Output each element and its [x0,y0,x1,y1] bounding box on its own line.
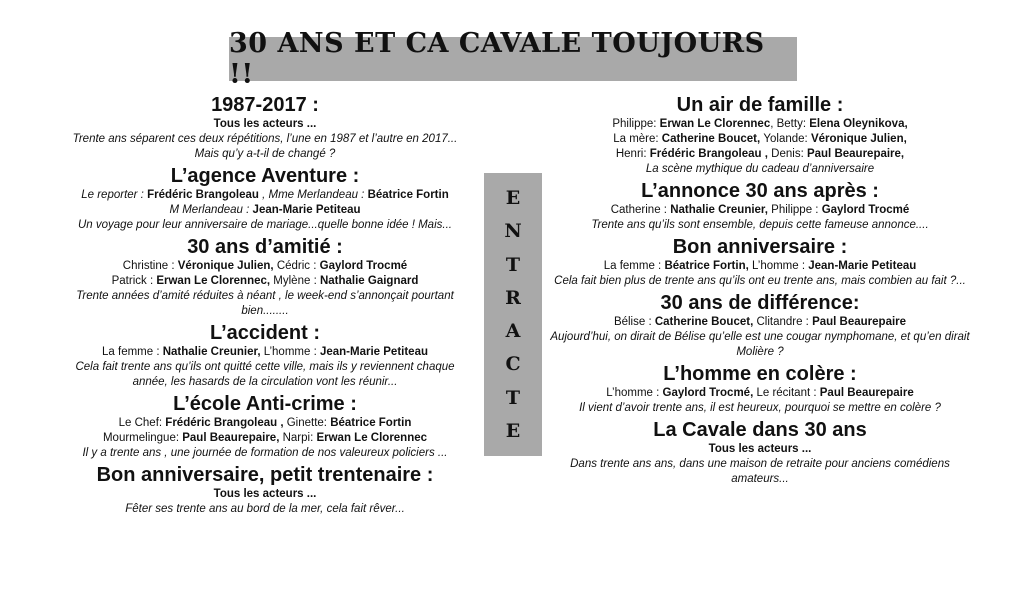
role-label: Clitandre : [756,316,813,328]
sketch-right-2 [540,235,980,291]
cast-line [60,487,470,502]
role-label: , Mme Merlandeau : [258,189,368,201]
program-title: 30 ANS ET CA CAVALE TOUJOURS !! [229,37,797,81]
cast-line [60,416,470,431]
role-label: L’homme : [263,346,320,358]
cast-line [540,315,980,330]
cast-line [540,117,980,132]
role-label: Henri: [615,148,650,160]
actor-name: Jean-Marie Petiteau [252,204,361,216]
actor-name: Frédéric Brangoleau , [165,417,284,429]
sketch-title: L’école Anti-crime : [173,393,357,415]
actor-name: Paul Beaurepaire [819,387,914,399]
actor-name: Gaylord Trocmé [319,260,408,272]
cast-line [540,259,980,274]
actor-name: Erwan Le Clorennec [316,432,428,444]
cast-line [540,203,980,218]
cast-line [60,259,470,274]
role-label: , Betty: [770,118,810,130]
actor-name: Nathalie Creunier, [162,346,264,358]
sketch-description: Trente ans qu’ils sont ensemble, depuis cette fameuse annonce.... [591,219,929,231]
right-column [540,93,980,489]
role-label: Le récitant : [756,387,820,399]
sketch-description: Trente ans séparent ces deux répétitions, l’une en 1987 et l’autre en 2017... Mais qu’y a-t-il de changé ? [72,133,458,160]
actor-name: Paul Beaurepaire, [182,432,280,444]
sketch-title: Un air de famille : [676,94,844,116]
actor-name: Béatrice Fortin [330,417,412,429]
sketch-title: 30 ans de différence: [660,292,860,314]
sketch-right-3 [540,291,980,362]
role-label: Philippe : [771,204,822,216]
role-label: Christine : [122,260,178,272]
sketch-description: Il y a trente ans , une journée de formation de nos valeureux policiers ... [82,447,448,459]
actor-name: Paul Beaurepaire [812,316,907,328]
sketch-left-1 [60,164,470,235]
left-column [60,93,470,519]
role-label: L’homme : [752,260,809,272]
cast-line [60,345,470,360]
actor-name: Frédéric Brangoleau , [649,148,768,160]
entracte-letter: C [505,353,521,376]
role-label: La femme : [102,346,163,358]
sketch-left-5 [60,463,470,519]
sketch-left-2 [60,235,470,321]
entracte-letter: A [505,320,521,343]
role-label: Mourmelingue: [102,432,183,444]
sketch-title: L’annonce 30 ans après : [641,180,879,202]
actor-name: Erwan Le Clorennec, [156,275,274,287]
sketch-title: 1987-2017 : [211,94,319,116]
sketch-title: Bon anniversaire, petit trentenaire : [96,464,434,486]
actor-name: Gaylord Trocmé, [662,387,757,399]
actor-name: Jean-Marie Petiteau [808,260,917,272]
sketch-right-4 [540,362,980,418]
actor-name: Véronique Julien, [177,260,277,272]
cast-line [60,431,470,446]
actor-name: Tous les acteurs ... [213,488,317,500]
role-label: La mère: [613,133,662,145]
cast-line [540,442,980,457]
sketch-description: Cela fait bien plus de trente ans qu’ils ont eu trente ans, mais combien au fait ?... [554,275,966,287]
entracte-letter: N [504,220,522,243]
sketch-right-1 [540,179,980,235]
sketch-description: Il vient d’avoir trente ans, il est heureux, pourquoi se mettre en colère ? [579,402,941,414]
role-label: Ginette: [283,417,331,429]
actor-name: Béatrice Fortin, [664,260,752,272]
actor-name: Nathalie Gaignard [319,275,419,287]
actor-name: Catherine Boucet, [661,133,764,145]
sketch-description: Cela fait trente ans qu’ils ont quitté cette ville, mais ils y reviennent chaque année, les hasards de la circulation vont les réunir... [75,361,455,388]
entracte-letter: E [505,419,521,442]
actor-name: Tous les acteurs ... [213,118,317,130]
actor-name: Béatrice Fortin [367,189,449,201]
actor-name: Véronique Julien, [810,133,907,145]
actor-name: Elena Oleynikova, [809,118,908,130]
actor-name: Frédéric Brangoleau [147,189,259,201]
role-label: Mylène : [273,275,320,287]
sketch-title: L’accident : [209,322,321,344]
sketch-left-4 [60,392,470,463]
sketch-description: La scène mythique du cadeau d’anniversaire [645,163,875,175]
cast-line [540,147,980,162]
sketch-left-3 [60,321,470,392]
role-label: M Merlandeau : [169,204,253,216]
entracte-letter: T [505,386,521,409]
role-label: L’homme : [606,387,663,399]
sketch-description: Trente années d’amité réduites à néant , le week-end s’annonçait pourtant bien........ [76,290,454,317]
sketch-left-0 [60,93,470,164]
cast-line [540,386,980,401]
role-label: Bélise : [613,316,655,328]
entracte-letter: R [505,286,521,309]
cast-line [60,203,470,218]
actor-name: Tous les acteurs ... [708,443,812,455]
role-label: Patrick : [111,275,157,287]
sketch-title: L’agence Aventure : [170,165,360,187]
sketch-right-0 [540,93,980,179]
actor-name: Jean-Marie Petiteau [319,346,428,358]
sketch-title: La Cavale dans 30 ans [653,419,867,441]
sketch-description: Un voyage pour leur anniversaire de mariage...quelle bonne idée ! Mais... [78,219,452,231]
actor-name: Gaylord Trocmé [821,204,910,216]
role-label: Narpi: [279,432,317,444]
actor-name: Paul Beaurepaire, [806,148,905,160]
actor-name: Catherine Boucet, [654,316,757,328]
cast-line [60,274,470,289]
sketch-description: Fêter ses trente ans au bord de la mer, cela fait rêver... [125,503,405,515]
role-label: Yolande: [763,133,811,145]
actor-name: Nathalie Creunier, [670,204,772,216]
actor-name: Erwan Le Clorennec [659,118,771,130]
sketch-title: Bon anniversaire : [672,236,848,258]
sketch-description: Dans trente ans ans, dans une maison de retraite pour anciens comédiens amateurs... [570,458,950,485]
entracte-letter: E [505,187,521,209]
role-label: La femme : [603,260,665,272]
role-label: Le reporter : [81,189,148,201]
role-label: Philippe: [612,118,660,130]
cast-line [60,188,470,203]
sketch-right-5 [540,418,980,489]
role-label: Le Chef: [118,417,166,429]
cast-line [540,132,980,147]
sketch-title: 30 ans d’amitié : [187,236,343,258]
entracte-letter: T [505,253,521,276]
role-label: Cédric : [276,260,320,272]
sketch-title: L’homme en colère : [663,363,857,385]
role-label: Catherine : [610,204,671,216]
role-label: Denis: [767,148,807,160]
cast-line [60,117,470,132]
sketch-description: Aujourd’hui, on dirait de Bélise qu’elle est une cougar nymphomane, et qu’en dirait Molière ? [550,331,970,358]
entracte-banner [484,173,542,456]
